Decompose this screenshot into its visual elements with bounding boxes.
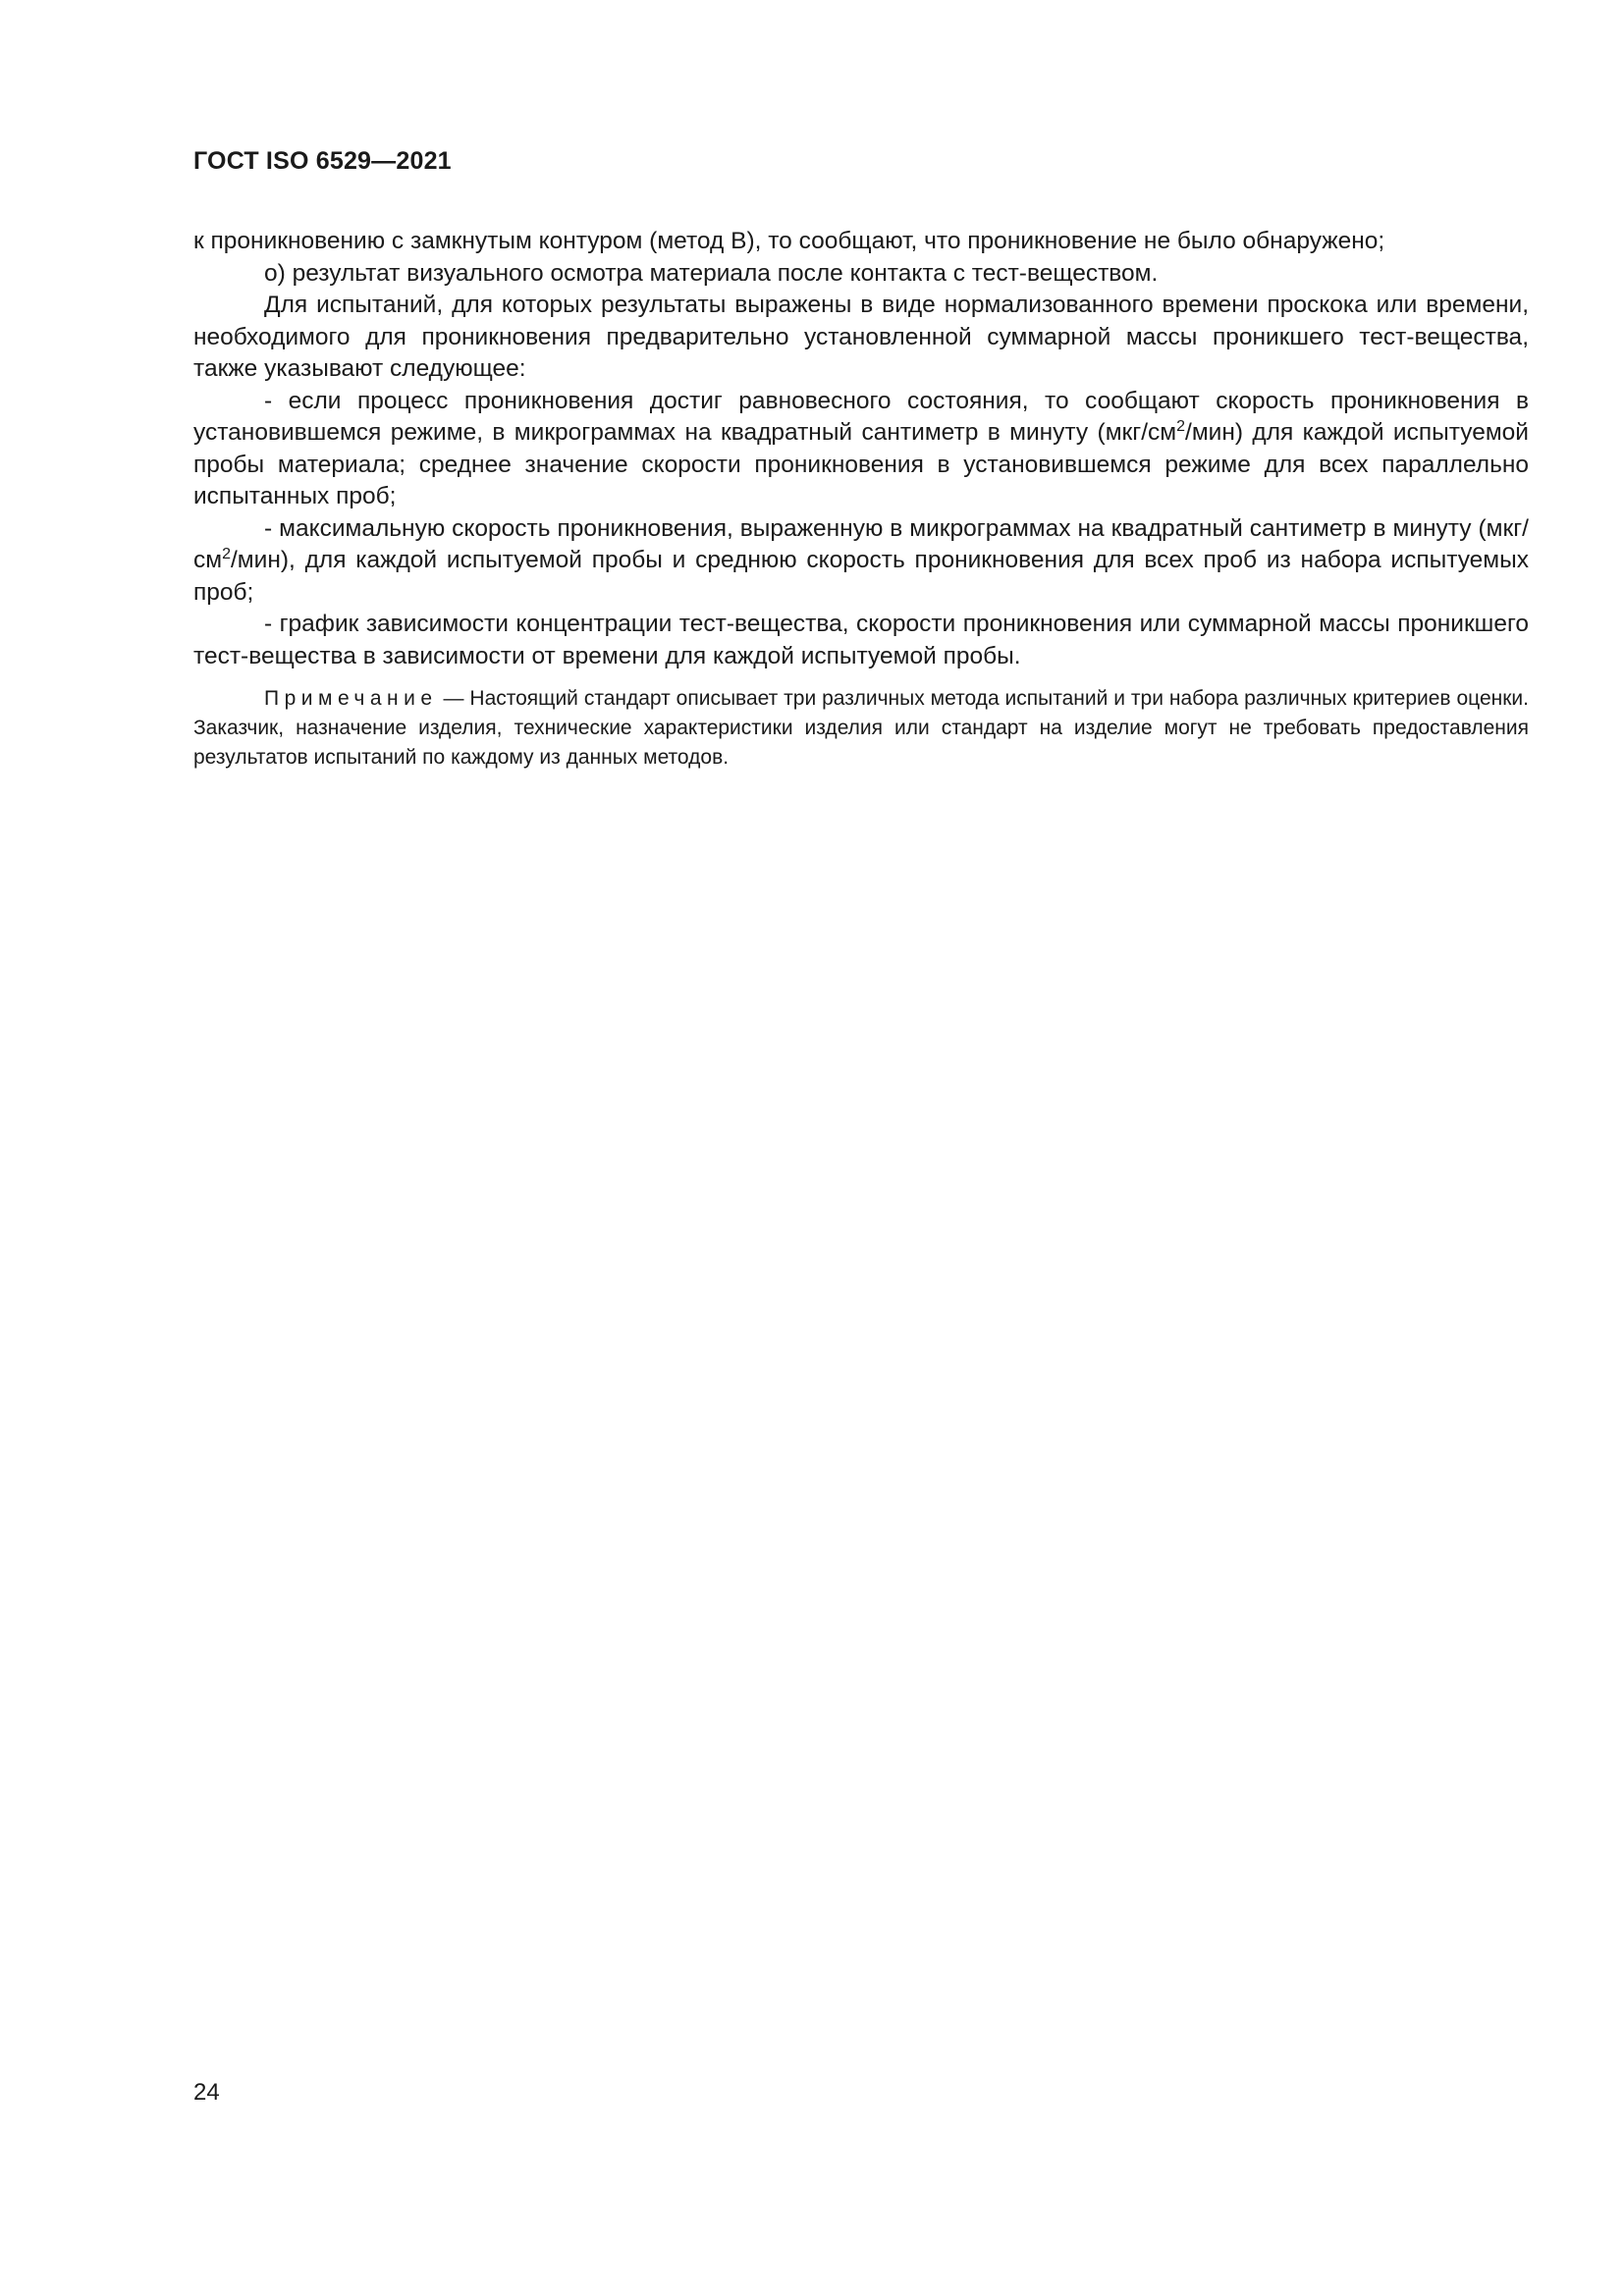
- superscript: 2: [222, 546, 231, 562]
- document-header: ГОСТ ISO 6529—2021: [193, 147, 452, 175]
- bullet-text-part-1: - максимальную скорость проникновения, выраженную в микрограммах на квадратный сантиметр в минуту (мкг/см: [193, 514, 1529, 573]
- note-label: Примечание: [264, 687, 438, 710]
- document-body: [193, 226, 1529, 793]
- paragraph-continuation: к проникновению с замкнутым контуром (метод В), то сообщают, что проникновение не было обнаружено;: [193, 228, 1385, 254]
- bullet-text-part-2: /мин) для каждой испытуемой пробы материала; среднее значение скорости проникновения в установившемся режиме для всех параллельно испытанных проб;: [193, 419, 1529, 509]
- bullet-graph: - график зависимости концентрации тест-вещества, скорости проникновения или суммарной массы проникшего тест-вещества в зависимости от времени для каждой испытуемой пробы.: [193, 611, 1529, 669]
- bullet-max-rate: [193, 513, 1529, 610]
- page-number: 24: [193, 2079, 220, 2106]
- note-text: — Настоящий стандарт описывает три различных метода испытаний и три набора различных критериев оценки. Заказчик, назначение изделия, технические характеристики изделия или стандарт на изделие могут не требовать предоставления результатов испытаний по каждому из данных методов.: [193, 687, 1529, 769]
- list-item-o: о) результат визуального осмотра материала после контакта с тест-веществом.: [264, 259, 1159, 287]
- paragraph-report-requirements: Для испытаний, для которых результаты выражены в виде нормализованного времени проскока или времени, необходимого для проникновения предварительно установленной суммарной массы проникшего тест-вещества, также указывают следующее:: [193, 292, 1529, 382]
- superscript: 2: [1176, 418, 1186, 435]
- bullet-text-part-1: - если процесс проникновения достиг равновесного состояния, то сообщают скорость проникновения в установившемся режиме, в микрограммах на квадратный сантиметр в минуту (мкг/см: [193, 387, 1529, 446]
- bullet-steady-state-rate: [193, 386, 1529, 513]
- note: [193, 684, 1529, 773]
- bullet-text-part-2: /мин), для каждой испытуемой пробы и среднюю скорость проникновения для всех проб из набора испытуемых проб;: [193, 547, 1529, 606]
